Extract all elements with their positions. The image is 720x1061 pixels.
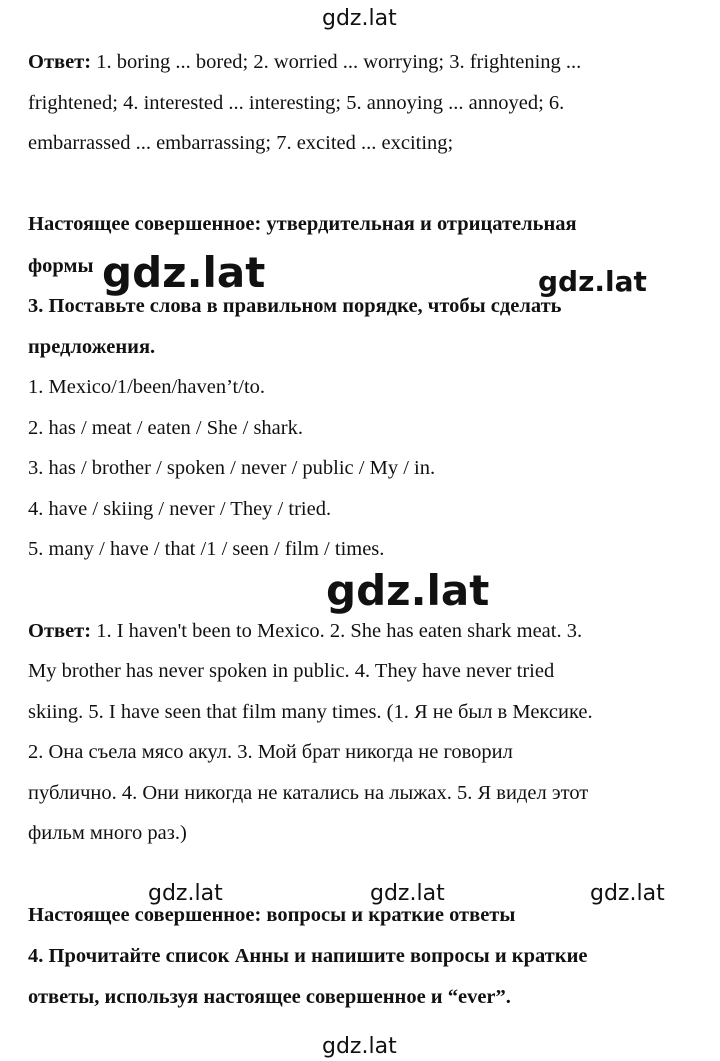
answer-1-line-1 — [28, 50, 581, 74]
watermark: gdz.lat — [326, 566, 490, 615]
answer-1-line-3: embarrassed ... embarrassing; 7. excited ... exciting; — [28, 132, 454, 154]
task-4-title: 4. Прочитайте список Анны и напишите вопросы и краткие — [28, 945, 588, 967]
section-heading-affirmative-negative: Настоящее совершенное: утвердительная и отрицательная — [28, 213, 577, 235]
watermark: gdz.lat — [590, 881, 665, 906]
answer-1-line-2: frightened; 4. interested ... interesting; 5. annoying ... annoyed; 6. — [28, 92, 565, 114]
watermark: gdz.lat — [370, 881, 445, 906]
task-4-title-cont: ответы, используя настоящее совершенное и “ever”. — [28, 986, 511, 1008]
task-3-item: 4. have / skiing / never / They / tried. — [28, 498, 332, 520]
answer-text: 1. boring ... bored; 2. worried ... worrying; 3. frightening ... — [91, 51, 582, 73]
answer-label: Ответ: — [28, 620, 92, 642]
task-3-item: 5. many / have / that /1 / seen / film / times. — [28, 538, 385, 560]
watermark: gdz.lat — [322, 6, 397, 31]
task-3-item: 2. has / meat / eaten / She / shark. — [28, 417, 303, 439]
watermark: gdz.lat — [322, 1034, 397, 1059]
section-heading-affirmative-negative-cont: формы — [28, 255, 94, 277]
answer-3-line-1 — [28, 619, 582, 643]
answer-3-line-3: skiing. 5. I have seen that film many times. (1. Я не был в Мексике. — [28, 701, 593, 723]
answer-3-line-2: My brother has never spoken in public. 4. They have never tried — [28, 660, 555, 682]
task-3-item: 3. has / brother / spoken / never / public / My / in. — [28, 457, 436, 479]
watermark: gdz.lat — [538, 265, 647, 298]
answer-text: 1. I haven't been to Mexico. 2. She has eaten shark meat. 3. — [91, 620, 583, 642]
task-3-item: 1. Mexico/1/been/haven’t/to. — [28, 376, 266, 398]
task-3-title-cont: предложения. — [28, 336, 156, 358]
answer-3-line-6: фильм много раз.) — [28, 822, 187, 844]
answer-3-line-4: 2. Она съела мясо акул. 3. Мой брат никогда не говорил — [28, 741, 513, 763]
section-heading-questions-short-answers: Настоящее совершенное: вопросы и краткие ответы — [28, 904, 516, 926]
watermark: gdz.lat — [148, 881, 223, 906]
answer-3-line-5: публично. 4. Они никогда не катались на лыжах. 5. Я видел этот — [28, 782, 589, 804]
task-3-title: 3. Поставьте слова в правильном порядке, чтобы сделать — [28, 295, 562, 317]
answer-label: Ответ: — [28, 51, 92, 73]
watermark: gdz.lat — [102, 248, 266, 297]
